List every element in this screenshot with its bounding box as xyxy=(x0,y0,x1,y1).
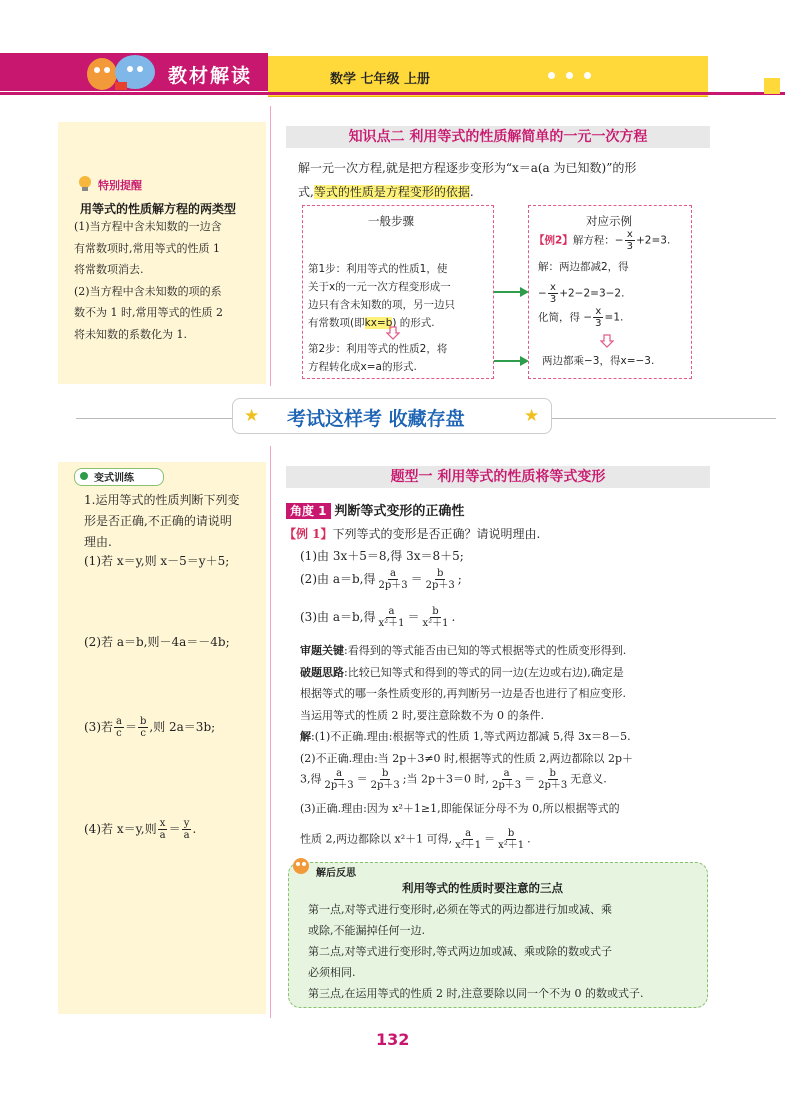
star-icon: ★ xyxy=(524,406,540,426)
analysis-line: 审题关键:看得到的等式能否由已知的等式根据等式的性质变形得到. xyxy=(300,644,627,657)
header-dot xyxy=(548,72,555,79)
solution-line: (3)正确.理由:因为 x²＋1≥1,即能保证分母不为 0,所以根据等式的 xyxy=(300,802,620,815)
example-statement: 【例2】解方程：− $\frac{x}{3}$ +2=3. xyxy=(534,229,671,252)
example-step: − $\frac{x}{3}$ +2−2=3−2. xyxy=(538,282,625,305)
reflection-heading: 解后反思 xyxy=(316,868,356,879)
section-title: 教材解读 xyxy=(168,65,253,87)
step-line: 关于x的一元一次方程变形成一 xyxy=(308,281,451,293)
bulb-icon xyxy=(76,174,94,192)
analysis-line: 当运用等式的性质 2 时,要注意除数不为 0 的条件. xyxy=(300,708,544,722)
question-type-banner: 题型一 利用等式的性质将等式变形 xyxy=(286,466,710,488)
example-step: 两边都乘−3，得x=−3. xyxy=(542,355,655,367)
question-line: 理由. xyxy=(84,535,112,549)
reflection-line: 第一点,对等式进行变形时,必须在等式的两边都进行加或减、乘 xyxy=(308,903,612,916)
header-dot xyxy=(584,72,591,79)
column-divider xyxy=(270,446,271,1018)
practice-question xyxy=(84,490,264,553)
practice-item: (1)若 x＝y,则 x－5＝y＋5; xyxy=(84,554,230,568)
solution-line: (2)不正确.理由:当 2p＋3≠0 时,根据等式的性质 2,两边都除以 2p＋ xyxy=(300,751,634,765)
steps-title: 一般步骤 xyxy=(368,214,414,228)
knowledge-point-banner: 知识点二 利用等式的性质解简单的一元一次方程 xyxy=(286,126,710,148)
tip-line: (2)当方程中含未知数的项的系 xyxy=(74,284,222,298)
example-step: 化简，得 − $\frac{x}{3}$ =1. xyxy=(538,306,624,329)
analysis-line: 根据等式的哪一条性质变形的,再判断另一边是否也进行了相应变形. xyxy=(300,687,626,700)
right-arrow-icon xyxy=(494,355,530,367)
step-line: 方程转化成x=a的形式. xyxy=(308,361,417,373)
analysis-line: 破题思路:比较已知等式和得到的等式的同一边(左边或右边),确定是 xyxy=(300,665,624,679)
header-rule xyxy=(0,92,785,95)
reflection-line: 第三点,在运用等式的性质 2 时,注意要除以同一个不为 0 的数或式子. xyxy=(308,987,644,1000)
example-1-item: (1)由 3x＋5＝8,得 3x＝8＋5; xyxy=(300,549,464,563)
header-corner-mark xyxy=(764,78,780,94)
key-highlight: 等式的性质是方程变形的依据 xyxy=(313,185,470,199)
step-line: 第1步：利用等式的性质1，使 xyxy=(308,263,448,275)
mascot-icon xyxy=(80,50,160,92)
practice-item: (4)若 x＝y,则 $\frac{x}{a}$ ＝ $\frac{y}{a}$ . xyxy=(84,818,197,841)
step-line: 有常数项(即kx=b) 的形式. xyxy=(308,317,435,329)
reflection-line: 必须相同. xyxy=(308,966,356,979)
reflection-line: 或除,不能漏掉任何一边. xyxy=(308,924,425,937)
step1-text xyxy=(308,260,492,332)
tip-line: (1)当方程中含未知数的一边含 xyxy=(74,220,222,233)
practice-item: (2)若 a＝b,则－4a＝－4b; xyxy=(84,635,230,649)
practice-item: (3)若 $\frac{a}{c}$ ＝ $\frac{b}{c}$ ,则 2a＝3b; xyxy=(84,716,216,739)
header-dot xyxy=(566,72,573,79)
solution-line: 3,得 $\frac{a}{2p+3}$ ＝ $\frac{b}{2p+3}$ ;当 2p＋3＝0 时, $\frac{a}{2p+3}$ ＝ $\frac{b}{2p+3}$ 无意义. xyxy=(300,768,607,791)
example-title: 对应示例 xyxy=(586,214,632,228)
point2-intro xyxy=(298,156,718,204)
angle-tag: 角度 1 xyxy=(286,503,331,519)
tip-line: 数不为 1 时,常用等式的性质 2 xyxy=(74,306,223,319)
tip-line: 有常数项时,常用等式的性质 1 xyxy=(74,241,220,255)
example-1-item: (3)由 a＝b,得 $\frac{a}{\text{x²＋1}}$ ＝ $\frac{b}{\text{x²＋1}}$ . xyxy=(300,606,456,629)
tip-line: 将常数项消去. xyxy=(74,263,144,276)
reflection-title: 利用等式的性质时要注意的三点 xyxy=(402,881,563,895)
down-arrow-icon xyxy=(600,334,614,348)
star-icon: ★ xyxy=(244,406,260,426)
step2-text xyxy=(308,340,492,376)
practice-heading: 变式训练 xyxy=(94,473,134,484)
example-1-item: (2)由 a＝b,得 $\frac{a}{2p+3}$ ＝ $\frac{b}{2p+3}$ ; xyxy=(300,568,462,591)
solution-line: 性质 2,两边都除以 x²＋1 可得, $\frac{a}{\text{x²＋1}}$ ＝ $\frac{b}{\text{x²＋1}}$ . xyxy=(300,828,531,851)
angle-heading xyxy=(286,500,464,519)
book-subject: 数学 七年级 上册 xyxy=(330,72,431,87)
tip-heading: 特别提醒 xyxy=(98,179,142,192)
step-line: 边只有含未知数的项，另一边只 xyxy=(308,299,455,311)
page-number: 132 xyxy=(376,1030,410,1049)
analysis-block xyxy=(300,640,712,769)
solution-line: 解:(1)不正确.理由:根据等式的性质 1,等式两边都减 5,得 3x＝8－5. xyxy=(300,730,631,743)
step-line: 第2步：利用等式的性质2，将 xyxy=(308,343,448,355)
reflection-body xyxy=(308,899,704,1004)
right-arrow-icon xyxy=(494,286,530,298)
formula-highlight: kx=b xyxy=(364,317,393,329)
intro-line: 式,等式的性质是方程变形的依据. xyxy=(298,185,474,199)
intro-line: 解一元一次方程,就是把方程逐步变形为“x＝a(a 为已知数)”的形 xyxy=(298,161,637,175)
column-divider xyxy=(270,106,271,386)
question-line: 形是否正确,不正确的请说明 xyxy=(84,514,232,528)
question-line: 1.运用等式的性质判断下列变 xyxy=(84,493,240,507)
tip-body xyxy=(74,216,266,345)
exam-banner-title: 考试这样考 收藏存盘 xyxy=(287,408,465,430)
example-step: 解：两边都减2，得 xyxy=(538,261,629,273)
header-rule-thin xyxy=(268,96,708,97)
dot-icon xyxy=(80,472,88,480)
down-arrow-icon xyxy=(386,326,400,340)
tip-title: 用等式的性质解方程的两类型 xyxy=(80,202,237,216)
angle-title: 判断等式变形的正确性 xyxy=(334,504,465,519)
tip-line: 将未知数的系数化为 1. xyxy=(74,327,187,341)
example-1-statement: 【例 1】下列等式的变形是否正确？请说明理由. xyxy=(284,527,541,541)
reflection-line: 第二点,对等式进行变形时,等式两边加或减、乘或除的数或式子 xyxy=(308,945,612,958)
mascot-icon xyxy=(290,856,312,876)
